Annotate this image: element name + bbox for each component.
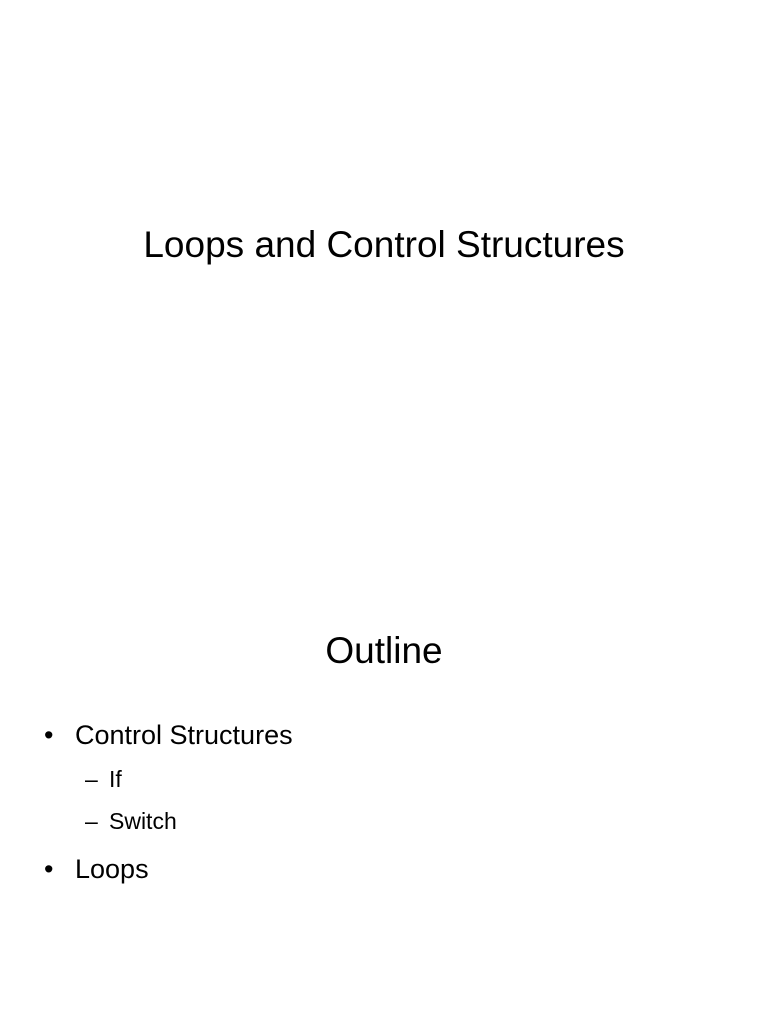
- bullet-label: Control Structures: [75, 720, 293, 750]
- sub-item-label: If: [109, 766, 122, 792]
- outline-slide: [0, 512, 768, 1024]
- dash-icon: –: [85, 808, 98, 834]
- outline-bullet-list: [40, 716, 293, 896]
- sub-bullet-list: [75, 758, 293, 842]
- sub-item-if: [75, 758, 293, 800]
- bullet-dot-icon: •: [44, 720, 54, 750]
- bullet-label: Loops: [75, 854, 149, 884]
- outline-title: Outline: [325, 630, 443, 671]
- dash-icon: –: [85, 766, 98, 792]
- bullet-item-control-structures: [40, 716, 293, 842]
- slide-title: Loops and Control Structures: [143, 224, 625, 265]
- sub-item-label: Switch: [109, 808, 177, 834]
- sub-item-switch: [75, 800, 293, 842]
- bullet-item-loops: [40, 850, 293, 888]
- bullet-dot-icon: •: [44, 854, 54, 884]
